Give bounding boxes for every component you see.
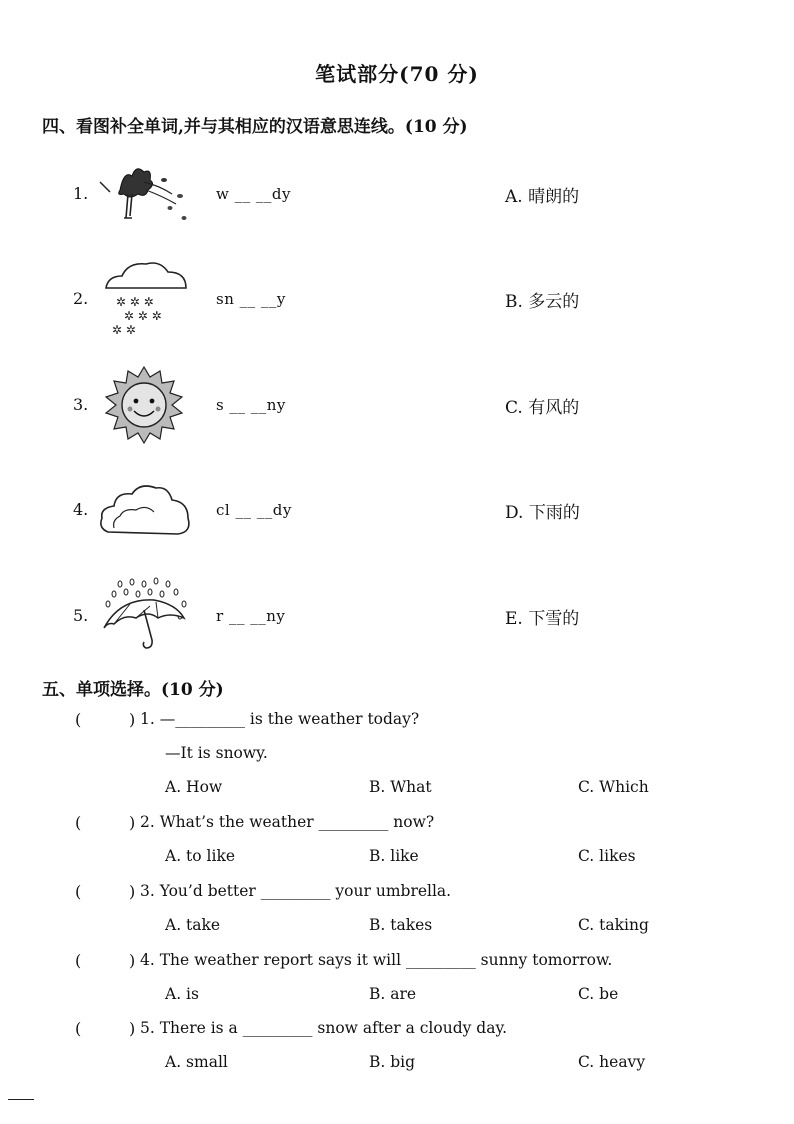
svg-text:✲ ✲ ✲: ✲ ✲ ✲ — [124, 309, 162, 323]
option-c: C. taking — [578, 916, 649, 934]
meaning-option: E. 下雪的 — [505, 609, 580, 629]
answer-bracket-open: ( — [75, 710, 82, 729]
option-b: B. like — [369, 847, 419, 865]
option-b: B. big — [369, 1053, 416, 1071]
option-c: C. heavy — [578, 1053, 646, 1071]
option-b: B. takes — [369, 916, 433, 934]
item-number: 5. — [73, 606, 89, 625]
answer-bracket-open: ( — [75, 813, 82, 832]
sun-icon — [100, 365, 188, 443]
answer-bracket-close: ) — [129, 1019, 136, 1038]
item-number: 2. — [73, 289, 89, 308]
option-a: A. How — [165, 778, 223, 796]
page-corner-mark — [8, 1099, 34, 1100]
option-b: B. What — [369, 778, 432, 796]
cloud-icon — [98, 480, 194, 540]
section-5-heading: 五、单项选择。(10 分) — [42, 680, 224, 700]
item-number: 3. — [73, 395, 89, 414]
word-blank: cl __ __dy — [216, 501, 292, 519]
answer-bracket-close: ) — [129, 710, 136, 729]
answer-bracket-open: ( — [75, 882, 82, 901]
word-blank: r __ __ny — [216, 607, 286, 625]
meaning-option: A. 晴朗的 — [505, 187, 580, 207]
item-number: 1. — [73, 184, 89, 203]
page-title: 笔试部分(70 分) — [315, 62, 479, 86]
option-a: A. is — [165, 985, 199, 1003]
option-a: A. take — [165, 916, 221, 934]
answer-bracket-close: ) — [129, 882, 136, 901]
answer-bracket-close: ) — [129, 951, 136, 970]
option-c: C. be — [578, 985, 619, 1003]
meaning-option: C. 有风的 — [505, 398, 580, 418]
question-stem: 4. The weather report says it will _________ sunny tomorrow. — [140, 951, 613, 969]
word-blank: w __ __dy — [216, 185, 291, 203]
svg-text:✲ ✲: ✲ ✲ — [112, 323, 136, 337]
answer-bracket-open: ( — [75, 1019, 82, 1038]
answer-bracket-open: ( — [75, 951, 82, 970]
windy-tree-icon — [98, 160, 190, 228]
option-a: A. small — [165, 1053, 228, 1071]
meaning-option: B. 多云的 — [505, 292, 580, 312]
answer-bracket-close: ) — [129, 813, 136, 832]
option-c: C. likes — [578, 847, 636, 865]
question-stem: 2. What’s the weather _________ now? — [140, 813, 435, 831]
option-c: C. Which — [578, 778, 649, 796]
question-reply: —It is snowy. — [165, 744, 268, 762]
rain-umbrella-icon — [100, 578, 192, 654]
question-stem: 5. There is a _________ snow after a cloudy day. — [140, 1019, 508, 1037]
snow-cloud-icon — [102, 258, 192, 338]
svg-text:✲ ✲ ✲: ✲ ✲ ✲ — [116, 295, 154, 309]
item-number: 4. — [73, 500, 89, 519]
section-4-heading: 四、看图补全单词,并与其相应的汉语意思连线。(10 分) — [42, 117, 468, 137]
question-stem: 1. —_________ is the weather today? — [140, 710, 420, 728]
question-stem: 3. You’d better _________ your umbrella. — [140, 882, 452, 900]
word-blank: s __ __ny — [216, 396, 286, 414]
option-a: A. to like — [165, 847, 236, 865]
word-blank: sn __ __y — [216, 290, 286, 308]
meaning-option: D. 下雨的 — [505, 503, 580, 523]
option-b: B. are — [369, 985, 417, 1003]
